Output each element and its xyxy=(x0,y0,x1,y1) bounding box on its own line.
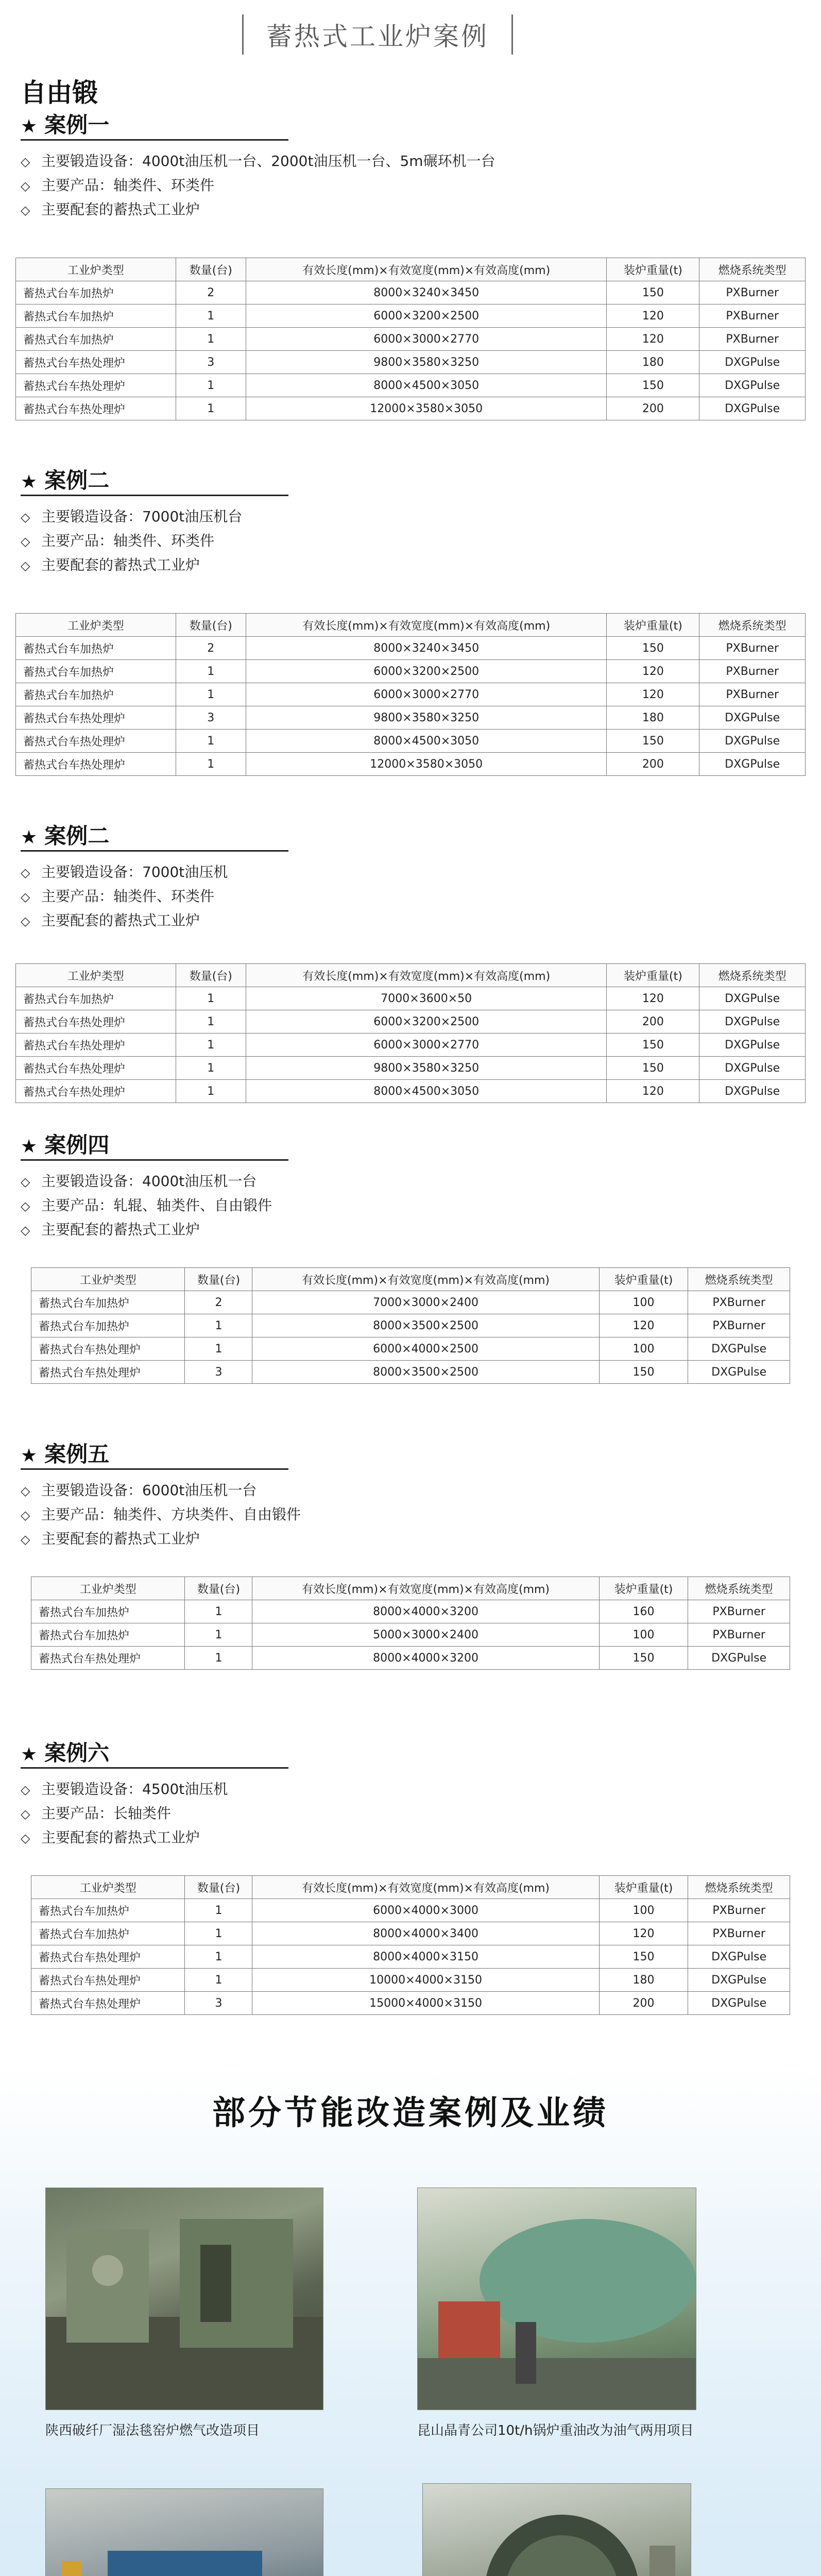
diamond-icon: ◇ xyxy=(21,510,30,524)
column-header: 燃烧系统类型 xyxy=(688,1577,790,1600)
column-header: 工业炉类型 xyxy=(31,1577,185,1600)
table-cell: 100 xyxy=(599,1623,688,1647)
table-cell: 6000×3000×2770 xyxy=(246,683,607,706)
table-row xyxy=(31,1361,790,1384)
table-cell: DXGPulse xyxy=(688,1992,790,2015)
bullet-item: ◇ 主要配套的蓄热式工业炉 xyxy=(21,1826,228,1850)
diamond-icon: ◇ xyxy=(21,203,30,217)
table-cell: PXBurner xyxy=(699,328,806,351)
table-cell: 蓄热式台车热处理炉 xyxy=(16,397,176,420)
table-cell: PXBurner xyxy=(699,660,806,683)
column-header: 工业炉类型 xyxy=(16,964,176,987)
table-cell: 6000×3200×2500 xyxy=(246,304,607,328)
table-row xyxy=(16,660,806,683)
table-cell: PXBurner xyxy=(699,683,806,706)
table-cell: 180 xyxy=(607,706,699,730)
column-header: 数量(台) xyxy=(176,258,246,281)
table-cell: DXGPulse xyxy=(699,753,806,776)
table-cell: 7000×3600×50 xyxy=(246,987,607,1010)
spec-table xyxy=(31,1267,790,1384)
spec-table xyxy=(15,963,806,1103)
photo-caption: 陕西破纤厂湿法毯窑炉燃气改造项目 xyxy=(45,2423,260,2438)
table-row xyxy=(31,1945,790,1969)
table-row xyxy=(31,1969,790,1992)
diamond-icon: ◇ xyxy=(21,1508,30,1522)
table-cell: PXBurner xyxy=(688,1922,790,1945)
bullet-item: ◇ 主要锻造设备：4500t油压机 xyxy=(21,1777,228,1802)
divider xyxy=(21,1767,288,1769)
table-cell: 2 xyxy=(176,637,246,660)
table-cell: 8000×3240×3450 xyxy=(246,637,607,660)
bullet-list xyxy=(21,505,242,578)
case-title: ★ 案例五 xyxy=(21,1442,110,1467)
table-cell: 蓄热式台车热处理炉 xyxy=(31,1337,185,1361)
table-cell: PXBurner xyxy=(688,1623,790,1647)
divider xyxy=(21,1468,288,1470)
table-cell: DXGPulse xyxy=(699,1057,806,1080)
table-cell: 蓄热式台车加热炉 xyxy=(31,1899,185,1922)
table-cell: 6000×3000×2770 xyxy=(246,1033,607,1057)
table-cell: 蓄热式台车加热炉 xyxy=(31,1922,185,1945)
diamond-icon: ◇ xyxy=(21,1831,30,1845)
table-cell: 200 xyxy=(607,753,699,776)
case-2 xyxy=(0,464,821,783)
diamond-icon: ◇ xyxy=(21,179,30,193)
table-cell: 6000×3000×2770 xyxy=(246,328,607,351)
table-cell: 蓄热式台车热处理炉 xyxy=(31,1969,185,1992)
diamond-icon: ◇ xyxy=(21,534,30,549)
star-icon: ★ xyxy=(21,471,38,493)
table-row xyxy=(31,1992,790,2015)
star-icon: ★ xyxy=(21,1136,38,1157)
table-cell: 120 xyxy=(607,683,699,706)
table-row xyxy=(31,1291,790,1314)
table-cell: 150 xyxy=(607,281,699,304)
table-header-row xyxy=(31,1876,790,1899)
bullet-list xyxy=(21,1170,272,1242)
table-cell: 3 xyxy=(185,1361,252,1384)
table-cell: 150 xyxy=(607,637,699,660)
divider xyxy=(21,495,288,496)
table-cell: 1 xyxy=(176,683,246,706)
table-cell: 1 xyxy=(176,987,246,1010)
table-cell: 蓄热式台车加热炉 xyxy=(31,1600,185,1623)
case-3 xyxy=(0,819,821,1108)
table-cell: 100 xyxy=(599,1899,688,1922)
table-cell: 200 xyxy=(599,1992,688,2015)
factory-photo-icon xyxy=(46,2188,323,2410)
column-header: 燃烧系统类型 xyxy=(688,1268,790,1291)
table-row xyxy=(16,1057,806,1080)
table-row xyxy=(16,304,806,328)
table-cell: 12000×3580×3050 xyxy=(246,397,607,420)
diamond-icon: ◇ xyxy=(21,155,30,169)
table-cell: 200 xyxy=(607,397,699,420)
photo-caption: 昆山晶青公司10t/h锅炉重油改为油气两用项目 xyxy=(417,2423,694,2438)
table-row xyxy=(31,1899,790,1922)
section-title: 自由锻 xyxy=(21,78,98,108)
table-cell: 6000×3200×2500 xyxy=(246,660,607,683)
bullet-item: ◇ 主要锻造设备：7000t油压机 xyxy=(21,860,228,885)
star-icon: ★ xyxy=(21,827,38,848)
table-header-row xyxy=(31,1268,790,1291)
table-cell: 150 xyxy=(607,1033,699,1057)
table-cell: DXGPulse xyxy=(699,706,806,730)
column-header: 装炉重量(t) xyxy=(607,258,699,281)
case-title: ★ 案例二 xyxy=(21,823,110,849)
table-cell: 6000×4000×2500 xyxy=(252,1337,599,1361)
table-header-row xyxy=(16,258,806,281)
case-title: ★ 案例四 xyxy=(21,1132,110,1158)
table-cell: 蓄热式台车热处理炉 xyxy=(16,1010,176,1033)
table-row xyxy=(16,351,806,374)
table-cell: DXGPulse xyxy=(699,730,806,753)
table-row xyxy=(16,374,806,397)
table-header-row xyxy=(16,964,806,987)
table-cell: DXGPulse xyxy=(699,1033,806,1057)
table-cell: PXBurner xyxy=(688,1314,790,1337)
column-header: 燃烧系统类型 xyxy=(688,1876,790,1899)
table-cell: 蓄热式台车热处理炉 xyxy=(31,1992,185,2015)
table-cell: 蓄热式台车加热炉 xyxy=(31,1623,185,1647)
table-row xyxy=(31,1623,790,1647)
table-row xyxy=(16,730,806,753)
table-row xyxy=(31,1314,790,1337)
table-cell: 1 xyxy=(176,1057,246,1080)
bullet-item: ◇ 主要配套的蓄热式工业炉 xyxy=(21,1218,272,1242)
column-header: 装炉重量(t) xyxy=(599,1577,688,1600)
column-header: 燃烧系统类型 xyxy=(699,258,806,281)
table-cell: 8000×3500×2500 xyxy=(252,1361,599,1384)
table-cell: 3 xyxy=(176,351,246,374)
table-cell: DXGPulse xyxy=(699,374,806,397)
star-icon: ★ xyxy=(21,1744,38,1765)
table-cell: 120 xyxy=(607,328,699,351)
table-cell: DXGPulse xyxy=(699,1080,806,1103)
column-header: 数量(台) xyxy=(176,964,246,987)
table-cell: DXGPulse xyxy=(699,397,806,420)
table-cell: DXGPulse xyxy=(699,1010,806,1033)
table-cell: 9800×3580×3250 xyxy=(246,351,607,374)
table-row xyxy=(16,328,806,351)
bullet-item: ◇ 主要锻造设备：4000t油压机一台 xyxy=(21,1170,272,1194)
column-header: 有效长度(mm)×有效宽度(mm)×有效高度(mm) xyxy=(252,1577,599,1600)
table-cell: 蓄热式台车热处理炉 xyxy=(16,1033,176,1057)
table-cell: 1 xyxy=(185,1899,252,1922)
diamond-icon: ◇ xyxy=(21,1223,30,1238)
bullet-item: ◇ 主要配套的蓄热式工业炉 xyxy=(21,198,495,222)
table-cell: DXGPulse xyxy=(688,1945,790,1969)
table-cell: 蓄热式台车热处理炉 xyxy=(16,706,176,730)
bullet-item: ◇ 主要产品：轧辊、轴类件、自由锻件 xyxy=(21,1194,272,1218)
column-header: 燃烧系统类型 xyxy=(699,964,806,987)
table-cell: 蓄热式台车热处理炉 xyxy=(16,351,176,374)
table-cell: 1 xyxy=(176,660,246,683)
page-title: 蓄热式工业炉案例 xyxy=(242,14,513,55)
diamond-icon: ◇ xyxy=(21,890,30,904)
table-cell: PXBurner xyxy=(699,304,806,328)
bullet-list xyxy=(21,149,495,222)
table-cell: 120 xyxy=(607,1080,699,1103)
column-header: 有效长度(mm)×有效宽度(mm)×有效高度(mm) xyxy=(252,1876,599,1899)
table-cell: 200 xyxy=(607,1010,699,1033)
boiler-photo-icon xyxy=(423,2484,691,2576)
bullet-list xyxy=(21,860,228,933)
diamond-icon: ◇ xyxy=(21,1783,30,1797)
table-row xyxy=(16,281,806,304)
diamond-icon: ◇ xyxy=(21,558,30,573)
table-cell: 蓄热式台车热处理炉 xyxy=(31,1647,185,1670)
table-cell: 1 xyxy=(176,1010,246,1033)
table-cell: 10000×4000×3150 xyxy=(252,1969,599,1992)
diamond-icon: ◇ xyxy=(21,1199,30,1213)
table-cell: 1 xyxy=(176,730,246,753)
column-header: 装炉重量(t) xyxy=(607,614,699,637)
diamond-icon: ◇ xyxy=(21,1532,30,1547)
table-row xyxy=(31,1337,790,1361)
burner-photo-icon xyxy=(46,2489,323,2576)
table-cell: 1 xyxy=(176,1080,246,1103)
table-cell: 1 xyxy=(185,1922,252,1945)
table-cell: 蓄热式台车加热炉 xyxy=(31,1314,185,1337)
table-cell: 7000×3000×2400 xyxy=(252,1291,599,1314)
table-cell: 1 xyxy=(185,1337,252,1361)
bullet-item: ◇ 主要产品：轴类件、环类件 xyxy=(21,885,228,909)
table-cell: 180 xyxy=(599,1969,688,1992)
table-cell: 蓄热式台车热处理炉 xyxy=(16,753,176,776)
case-title: ★ 案例六 xyxy=(21,1740,110,1766)
table-cell: 8000×4000×3400 xyxy=(252,1922,599,1945)
bullet-item: ◇ 主要锻造设备：4000t油压机一台、2000t油压机一台、5m碾环机一台 xyxy=(21,149,495,174)
table-cell: 蓄热式台车热处理炉 xyxy=(31,1361,185,1384)
table-cell: 蓄热式台车加热炉 xyxy=(31,1291,185,1314)
table-cell: 150 xyxy=(607,374,699,397)
table-cell: PXBurner xyxy=(688,1291,790,1314)
column-header: 数量(台) xyxy=(185,1876,252,1899)
project-photo xyxy=(45,2488,323,2576)
diamond-icon: ◇ xyxy=(21,914,30,928)
column-header: 工业炉类型 xyxy=(31,1876,185,1899)
table-cell: DXGPulse xyxy=(688,1337,790,1361)
table-cell: 9800×3580×3250 xyxy=(246,1057,607,1080)
table-cell: 3 xyxy=(185,1992,252,2015)
table-cell: DXGPulse xyxy=(688,1647,790,1670)
column-header: 有效长度(mm)×有效宽度(mm)×有效高度(mm) xyxy=(246,964,607,987)
table-row xyxy=(31,1647,790,1670)
table-cell: 蓄热式台车加热炉 xyxy=(16,637,176,660)
table-cell: 蓄热式台车热处理炉 xyxy=(16,1080,176,1103)
table-cell: 15000×4000×3150 xyxy=(252,1992,599,2015)
table-cell: 120 xyxy=(599,1314,688,1337)
project-photo xyxy=(45,2188,323,2410)
table-header-row xyxy=(31,1577,790,1600)
table-cell: 12000×3580×3050 xyxy=(246,753,607,776)
table-cell: 1 xyxy=(185,1600,252,1623)
table-cell: 1 xyxy=(176,304,246,328)
column-header: 有效长度(mm)×有效宽度(mm)×有效高度(mm) xyxy=(246,614,607,637)
table-row xyxy=(16,1080,806,1103)
table-cell: 1 xyxy=(185,1945,252,1969)
divider xyxy=(21,850,288,852)
column-header: 工业炉类型 xyxy=(16,614,176,637)
bullet-item: ◇ 主要配套的蓄热式工业炉 xyxy=(21,1527,301,1551)
table-cell: 100 xyxy=(599,1291,688,1314)
table-cell: 1 xyxy=(176,1033,246,1057)
table-cell: 5000×3000×2400 xyxy=(252,1623,599,1647)
table-cell: 150 xyxy=(599,1647,688,1670)
bullet-item: ◇ 主要产品：长轴类件 xyxy=(21,1802,228,1826)
table-cell: 1 xyxy=(176,328,246,351)
table-cell: 8000×4000×3200 xyxy=(252,1647,599,1670)
table-cell: PXBurner xyxy=(699,281,806,304)
diamond-icon: ◇ xyxy=(21,1807,30,1821)
case-title: ★ 案例二 xyxy=(21,468,110,493)
spec-table xyxy=(15,613,806,776)
bullet-item: ◇ 主要锻造设备：6000t油压机一台 xyxy=(21,1479,301,1503)
table-cell: 1 xyxy=(185,1969,252,1992)
table-cell: 蓄热式台车热处理炉 xyxy=(16,374,176,397)
table-cell: PXBurner xyxy=(688,1600,790,1623)
table-cell: 8000×4500×3050 xyxy=(246,730,607,753)
table-row xyxy=(16,397,806,420)
table-cell: 9800×3580×3250 xyxy=(246,706,607,730)
table-cell: 1 xyxy=(176,397,246,420)
column-header: 工业炉类型 xyxy=(31,1268,185,1291)
case-4 xyxy=(0,1128,821,1396)
table-cell: 蓄热式台车加热炉 xyxy=(16,304,176,328)
bullet-list xyxy=(21,1479,301,1551)
boiler-photo-icon xyxy=(418,2188,696,2410)
bullet-item: ◇ 主要产品：轴类件、方块类件、自由锻件 xyxy=(21,1503,301,1527)
table-cell: 8000×4500×3050 xyxy=(246,374,607,397)
table-cell: 120 xyxy=(607,304,699,328)
column-header: 装炉重量(t) xyxy=(599,1876,688,1899)
diamond-icon: ◇ xyxy=(21,1484,30,1498)
table-row xyxy=(16,683,806,706)
table-cell: 6000×3200×2500 xyxy=(246,1010,607,1033)
bullet-item: ◇ 主要锻造设备：7000t油压机台 xyxy=(21,505,242,529)
divider xyxy=(21,1159,288,1161)
column-header: 工业炉类型 xyxy=(16,258,176,281)
table-cell: 150 xyxy=(607,730,699,753)
table-cell: 160 xyxy=(599,1600,688,1623)
table-row xyxy=(16,1033,806,1057)
table-cell: 蓄热式台车热处理炉 xyxy=(31,1945,185,1969)
project-photo xyxy=(422,2483,691,2576)
table-cell: 8000×4000×3200 xyxy=(252,1600,599,1623)
table-cell: PXBurner xyxy=(688,1899,790,1922)
table-cell: 2 xyxy=(176,281,246,304)
table-cell: 1 xyxy=(176,753,246,776)
table-cell: 蓄热式台车加热炉 xyxy=(16,660,176,683)
table-cell: 蓄热式台车加热炉 xyxy=(16,328,176,351)
table-cell: 蓄热式台车加热炉 xyxy=(16,281,176,304)
retrofit-title: 部分节能改造案例及业绩 xyxy=(212,2094,609,2132)
case-6 xyxy=(0,1736,821,2014)
table-cell: 蓄热式台车加热炉 xyxy=(16,683,176,706)
spec-table xyxy=(15,258,806,420)
table-cell: DXGPulse xyxy=(699,987,806,1010)
column-header: 装炉重量(t) xyxy=(599,1268,688,1291)
table-row xyxy=(16,637,806,660)
case-title: ★ 案例一 xyxy=(21,112,110,138)
table-row xyxy=(16,706,806,730)
divider xyxy=(21,139,288,141)
column-header: 燃烧系统类型 xyxy=(699,614,806,637)
column-header: 数量(台) xyxy=(176,614,246,637)
table-cell: 8000×4000×3150 xyxy=(252,1945,599,1969)
column-header: 数量(台) xyxy=(185,1268,252,1291)
table-row xyxy=(16,1010,806,1033)
table-cell: DXGPulse xyxy=(699,351,806,374)
table-cell: 1 xyxy=(185,1647,252,1670)
table-cell: PXBurner xyxy=(699,637,806,660)
project-photo xyxy=(417,2188,696,2410)
bullet-item: ◇ 主要配套的蓄热式工业炉 xyxy=(21,909,228,933)
table-cell: 150 xyxy=(599,1361,688,1384)
table-cell: 蓄热式台车热处理炉 xyxy=(16,730,176,753)
table-cell: 8000×3240×3450 xyxy=(246,281,607,304)
spec-table xyxy=(31,1875,790,2015)
bullet-list xyxy=(21,1777,228,1850)
table-cell: 蓄热式台车热处理炉 xyxy=(16,1057,176,1080)
table-cell: 120 xyxy=(607,660,699,683)
table-cell: 120 xyxy=(599,1922,688,1945)
table-cell: 2 xyxy=(185,1291,252,1314)
table-cell: 150 xyxy=(607,1057,699,1080)
retrofit-section xyxy=(0,2066,821,2576)
star-icon: ★ xyxy=(21,116,38,137)
table-cell: 1 xyxy=(176,374,246,397)
table-cell: 3 xyxy=(176,706,246,730)
diamond-icon: ◇ xyxy=(21,866,30,880)
table-row xyxy=(16,987,806,1010)
table-cell: 100 xyxy=(599,1337,688,1361)
case-5 xyxy=(0,1437,821,1685)
table-cell: 8000×3500×2500 xyxy=(252,1314,599,1337)
table-cell: 1 xyxy=(185,1314,252,1337)
star-icon: ★ xyxy=(21,1445,38,1466)
table-cell: 150 xyxy=(599,1945,688,1969)
table-cell: 8000×4500×3050 xyxy=(246,1080,607,1103)
table-row xyxy=(31,1600,790,1623)
table-cell: 6000×4000×3000 xyxy=(252,1899,599,1922)
table-row xyxy=(16,753,806,776)
table-header-row xyxy=(16,614,806,637)
column-header: 有效长度(mm)×有效宽度(mm)×有效高度(mm) xyxy=(246,258,607,281)
spec-table xyxy=(31,1577,790,1670)
table-cell: DXGPulse xyxy=(688,1969,790,1992)
table-row xyxy=(31,1922,790,1945)
column-header: 装炉重量(t) xyxy=(607,964,699,987)
table-cell: DXGPulse xyxy=(688,1361,790,1384)
table-cell: 1 xyxy=(185,1623,252,1647)
case-1 xyxy=(0,108,821,428)
bullet-item: ◇ 主要产品：轴类件、环类件 xyxy=(21,174,495,198)
bullet-item: ◇ 主要产品：轴类件、环类件 xyxy=(21,529,242,553)
column-header: 数量(台) xyxy=(185,1577,252,1600)
table-cell: 120 xyxy=(607,987,699,1010)
table-cell: 180 xyxy=(607,351,699,374)
diamond-icon: ◇ xyxy=(21,1175,30,1189)
column-header: 有效长度(mm)×有效宽度(mm)×有效高度(mm) xyxy=(252,1268,599,1291)
table-cell: 蓄热式台车加热炉 xyxy=(16,987,176,1010)
bullet-item: ◇ 主要配套的蓄热式工业炉 xyxy=(21,553,242,578)
